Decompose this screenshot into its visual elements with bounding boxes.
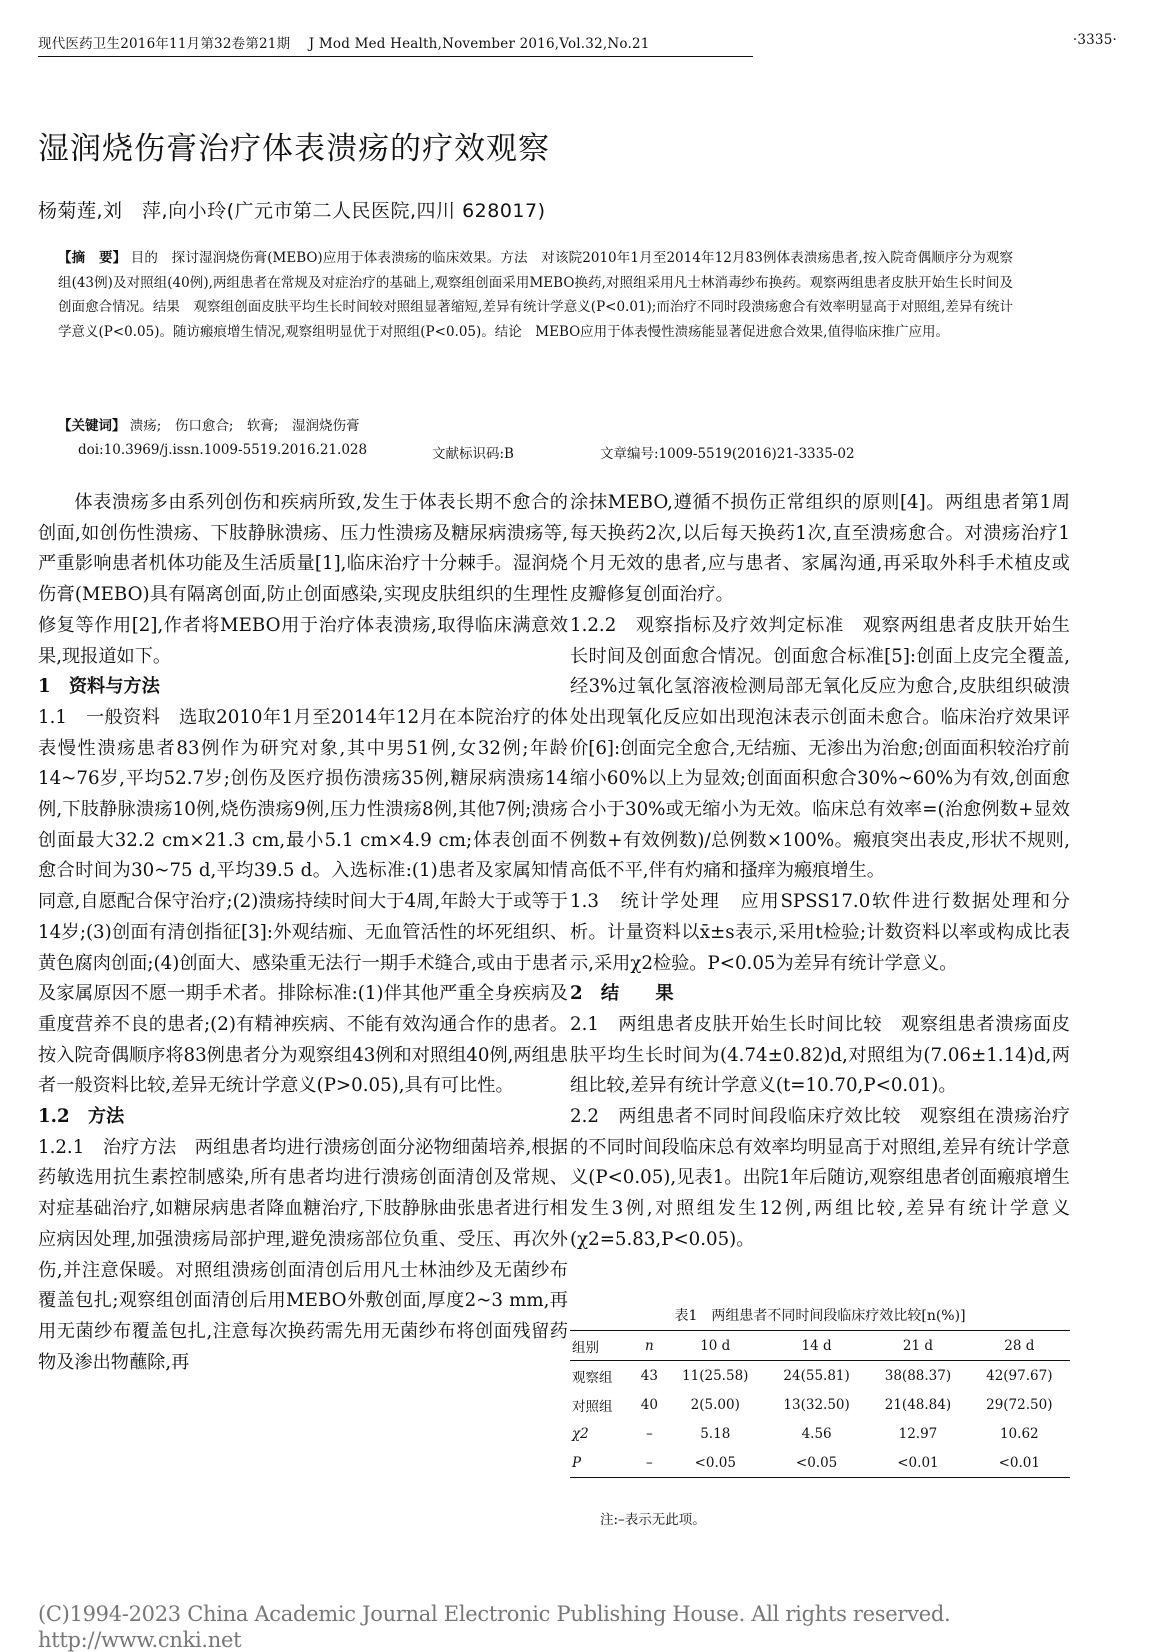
- table-row: [570, 1419, 1070, 1448]
- table-cell: P: [572, 1454, 582, 1471]
- table-cell: 11(25.58): [682, 1367, 749, 1384]
- table-cell: 10.62: [999, 1425, 1039, 1442]
- table-cell: 24(55.81): [783, 1367, 850, 1384]
- table-cell: 13(32.50): [783, 1396, 850, 1413]
- table-cell: 4.56: [801, 1425, 832, 1442]
- journal-info-en: J Mod Med Health,November 2016,Vol.32,No.21: [308, 36, 650, 52]
- body-column-left: [38, 488, 568, 1378]
- running-header: [38, 32, 1117, 52]
- paragraph-general-data: 1.1 一般资料 选取2010年1月至2014年12月在本院治疗的体表慢性溃疡患者83例作为研究对象,其中男51例,女32例;年龄14~76岁,平均52.7岁;创伤及医疗损伤溃疡35例,糖尿病溃疡14例,下肢静脉溃疡10例,烧伤溃疡9例,压力性溃疡8例,其他7例;溃疡创面最大32.2 cm×21.3 cm,最小5.1 cm×4.9 cm;体表创面不愈合时间为30~75 d,平均39.5 d。入选标准:(1)患者及家属知情同意,自愿配合保守治疗;(2)溃疡持续时间大于4周,年龄大于或等于14岁;(3)创面有清创指征[3]:外观结痂、无血管活性的坏死组织、黄色腐肉创面;(4)创面大、感染重无法行一期手术缝合,或由于患者及家属原因不愿一期手术者。排除标准:(1)伴其他严重全身疾病及重度营养不良的患者;(2)有精神疾病、不能有效沟通合作的患者。按入院奇偶顺序将83例患者分为观察组43例和对照组40例,两组患者一般资料比较,差异无统计学意义(P>0.05),具有可比性。: [38, 706, 568, 1097]
- table-cell: 观察组: [572, 1369, 613, 1386]
- table-cell: 38(88.37): [884, 1367, 952, 1384]
- table-cell: –: [645, 1454, 653, 1471]
- abstract-text: 目的 探讨湿润烧伤膏(MEBO)应用于体表溃疡的临床效果。方法 对该院2010年1月至2014年12月83例体表溃疡患者,按入院奇偶顺序分为观察组(43例)及对照组(40例),两组患者在常规及对症治疗的基础上,观察组创面采用MEBO换药,对照组采用凡士林消毒纱布换药。观察两组患者皮肤开始生长时间及创面愈合情况。结果 观察组创面皮肤平均生长时间较对照组显著缩短,差异有统计学意义(P<0.01);而治疗不同时段溃疡愈合有效率明显高于对照组,差异有统计学意义(P<0.05)。随访瘢痕增生情况,观察组明显优于对照组(P<0.05)。结论 MEBO应用于体表慢性溃疡能显著促进愈合效果,值得临床推广应用。: [58, 250, 1013, 340]
- keywords-label: 【关键词】: [58, 418, 126, 434]
- journal-info-cn: 现代医药卫生2016年11月第32卷第21期: [38, 36, 291, 52]
- table-note: 注:–表示无此项。: [600, 1512, 706, 1528]
- col-header-14d: 14 d: [801, 1337, 832, 1354]
- article-title: 湿润烧伤膏治疗体表溃疡的疗效观察: [38, 131, 550, 167]
- col-header-28d: 28 d: [1004, 1337, 1035, 1354]
- col-header-21d: 21 d: [902, 1337, 933, 1354]
- keywords-text: 溃疡; 伤口愈合; 软膏; 湿润烧伤膏: [129, 418, 360, 434]
- table-cell: 42(97.67): [986, 1367, 1053, 1384]
- table-cell: 12.97: [898, 1425, 938, 1442]
- paragraph-treatment-cont: 涂抹MEBO,遵循不损伤正常组织的原则[4]。两组患者第1周每天换药2次,以后每天换药1次,直至溃疡愈合。对溃疡治疗1个月无效的患者,应与患者、家属沟通,再采取外科手术植皮或皮瓣修复创面治疗。: [570, 492, 1070, 606]
- table-caption: 表1 两组患者不同时间段临床疗效比较[n(%)]: [674, 1308, 966, 1324]
- keywords: [58, 414, 359, 434]
- results-table: [570, 1330, 1070, 1478]
- table-cell: 40: [640, 1396, 658, 1413]
- paragraph-result-2: 2.2 两组患者不同时间段临床疗效比较 观察组在溃疡治疗的不同时间段临床总有效率均明显高于对照组,差异有统计学意义(P<0.05),见表1。出院1年后随访,观察组患者创面瘢痕增生发生3例,对照组发生12例,两组比较,差异有统计学意义(χ2=5.83,P<0.05)。: [570, 1106, 1070, 1250]
- authors-line: 杨菊莲,刘 萍,向小玲(广元市第二人民医院,四川 628017): [38, 200, 546, 222]
- table-cell: –: [645, 1425, 653, 1442]
- table-cell: <0.05: [795, 1454, 838, 1471]
- section-heading-results: 2 结 果: [570, 983, 674, 1005]
- section-heading-methods: 1 资料与方法: [38, 676, 160, 698]
- table-cell: 29(72.50): [986, 1396, 1053, 1413]
- table-cell: 43: [640, 1367, 658, 1384]
- table-cell: <0.05: [694, 1454, 736, 1471]
- table-cell: <0.01: [998, 1454, 1040, 1471]
- paragraph-statistics: 1.3 统计学处理 应用SPSS17.0软件进行数据处理和分析。计量资料以x̄±s表示,采用t检验;计数资料以率或构成比表示,采用χ2检验。P<0.05为差异有统计学意义。: [570, 891, 1070, 974]
- abstract-label: 【摘 要】: [58, 250, 127, 266]
- table-header-row: [570, 1331, 1070, 1361]
- body-column-right: [570, 488, 1070, 1256]
- header-rule: [38, 56, 753, 57]
- abstract: [58, 246, 1013, 344]
- paragraph-treatment: 1.2.1 治疗方法 两组患者均进行溃疡创面分泌物细菌培养,根据药敏选用抗生素控制感染,所有患者均进行溃疡创面清创及常规、对症基础治疗,如糖尿病患者降血糖治疗,下肢静脉曲张患者进行相应病因处理,加强溃疡局部护理,避免溃疡部位负重、受压、再次外伤,并注意保暖。对照组溃疡创面清创后用凡士林油纱及无菌纱布覆盖包扎;观察组创面清创后用MEBO外敷创面,厚度2~3 mm,再用无菌纱布覆盖包扎,注意每次换药需先用无菌纱布将创面残留药物及渗出物蘸除,再: [38, 1136, 568, 1373]
- table-cell: <0.01: [897, 1454, 939, 1471]
- intro-paragraph: 体表溃疡多由系列创伤和疾病所致,发生于体表长期不愈合的创面,如创伤性溃疡、下肢静脉溃疡、压力性溃疡及糖尿病溃疡等,严重影响患者机体功能及生活质量[1],临床治疗十分棘手。湿润烧伤膏(MEBO)具有隔离创面,防止创面感染,实现皮肤组织的生理性修复等作用[2],作者将MEBO用于治疗体表溃疡,取得临床满意效果,现报道如下。: [38, 492, 568, 667]
- page-number: ·3335·: [1072, 32, 1117, 48]
- table-cell: 2(5.00): [690, 1396, 740, 1413]
- table-row: [570, 1448, 1070, 1478]
- table-row: [570, 1361, 1070, 1391]
- paragraph-criteria: 1.2.2 观察指标及疗效判定标准 观察两组患者皮肤开始生长时间及创面愈合情况。创面愈合标准[5]:创面上皮完全覆盖,经3%过氧化氢溶液检测局部无氧化反应为愈合,皮肤组织破溃处出现氧化反应如出现泡沫表示创面未愈合。临床治疗效果评价[6]:创面完全愈合,无结痂、无渗出为治愈;创面面积较治疗前缩小60%以上为显效;创面面积愈合30%~60%为有效,创面愈合小于30%或无缩小为无效。临床总有效率=(治愈例数+显效例数+有效例数)/总例数×100%。瘢痕突出表皮,形状不规则,高低不平,伴有灼痛和搔痒为瘢痕增生。: [570, 614, 1070, 882]
- table-cell: 5.18: [700, 1425, 731, 1442]
- table-row: [570, 1390, 1070, 1419]
- table-cell: χ2: [572, 1425, 589, 1442]
- article-number: 文章编号:1009-5519(2016)21-3335-02: [600, 446, 855, 462]
- table-cell: 21(48.84): [884, 1396, 952, 1413]
- section-heading-method: 1.2 方法: [38, 1106, 125, 1128]
- col-header-n: n: [644, 1337, 654, 1354]
- copyright-footer: (C)1994-2023 China Academic Journal Electronic Publishing House. All rights reserved. http://www.cnki.net: [38, 1602, 978, 1652]
- doi: doi:10.3969/j.issn.1009-5519.2016.21.028: [78, 442, 368, 458]
- col-header-10d: 10 d: [700, 1337, 731, 1354]
- paragraph-result-1: 2.1 两组患者皮肤开始生长时间比较 观察组患者溃疡面皮肤平均生长时间为(4.74±0.82)d,对照组为(7.06±1.14)d,两组比较,差异有统计学意义(t=10.70,P<0.01)。: [570, 1013, 1070, 1097]
- document-code: 文献标识码:B: [432, 446, 514, 462]
- table-cell: 对照组: [572, 1398, 613, 1415]
- col-header-group: 组别: [572, 1339, 599, 1356]
